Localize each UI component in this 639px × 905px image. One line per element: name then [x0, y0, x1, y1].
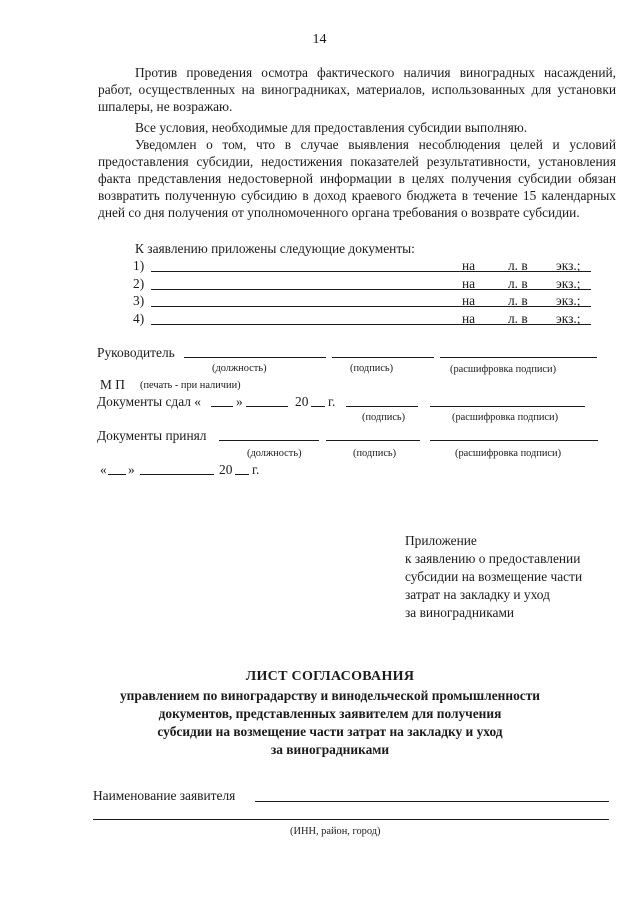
attached-documents-heading: К заявлению приложены следующие документы:	[135, 241, 415, 256]
appendix-line: к заявлению о предоставлении	[405, 551, 581, 566]
signature-caption: (подпись)	[350, 363, 394, 374]
position-caption: (должность)	[212, 363, 267, 374]
document-sheets-label: л. в	[508, 276, 528, 291]
received-year-prefix: 20	[219, 462, 233, 477]
document-copies-label: экз.;	[556, 293, 581, 308]
received-day-line[interactable]	[108, 474, 126, 475]
submitted-day-line[interactable]	[211, 406, 233, 407]
stamp-note: (печать - при наличии)	[140, 380, 241, 391]
document-copies-line[interactable]	[532, 324, 552, 325]
approval-subtitle-line: документов, представленных заявителем для получения	[158, 706, 502, 721]
approval-subtitle-line: за виноградниками	[270, 742, 390, 757]
document-row	[133, 257, 603, 274]
appendix-line: затрат на закладку и уход	[405, 587, 550, 602]
document-number: 2)	[133, 276, 145, 291]
position-caption: (должность)	[247, 448, 302, 459]
document-copies-label: экз.;	[556, 276, 581, 291]
appendix-line: субсидии на возмещение части	[405, 569, 583, 584]
document-sheets-label: л. в	[508, 293, 528, 308]
head-position-line[interactable]	[184, 357, 326, 358]
head-label: Руководитель	[97, 345, 175, 360]
document-copies-label: экз.;	[556, 311, 581, 326]
document-copies-label: экз.;	[556, 258, 581, 273]
signature-caption: (подпись)	[353, 448, 397, 459]
signature-caption: (подпись)	[362, 412, 406, 423]
document-number: 1)	[133, 258, 145, 273]
document-na: на	[462, 276, 476, 291]
document-sheets-line[interactable]	[482, 271, 504, 272]
document-row	[133, 275, 603, 292]
submitted-quote-close: »	[236, 394, 243, 409]
document-sheets-line[interactable]	[482, 289, 504, 290]
document-copies-line[interactable]	[532, 271, 552, 272]
document-sheets-label: л. в	[508, 311, 528, 326]
document-sheets-label: л. в	[508, 258, 528, 273]
received-label: Документы принял	[97, 428, 207, 443]
received-year-line[interactable]	[235, 474, 249, 475]
approval-subtitle-line: управлением по виноградарству и винодельческой промышленности	[119, 688, 541, 703]
stamp-label: М П	[100, 377, 125, 392]
appendix-line: Приложение	[405, 533, 477, 548]
applicant-name-line[interactable]	[255, 801, 609, 802]
submitted-decoding-line[interactable]	[430, 406, 585, 407]
received-signature-line[interactable]	[326, 440, 420, 441]
paragraph-conditions: Все условия, необходимые для предоставления субсидии выполняю.	[135, 120, 528, 135]
submitted-signature-line[interactable]	[346, 406, 418, 407]
received-position-line[interactable]	[219, 440, 319, 441]
document-na: на	[462, 258, 476, 273]
document-row	[133, 310, 603, 327]
approval-sheet-title: ЛИСТ СОГЛАСОВАНИЯ	[245, 669, 415, 684]
document-sheets-line[interactable]	[482, 306, 504, 307]
date-quote-close: »	[128, 462, 135, 477]
document-copies-line[interactable]	[532, 289, 552, 290]
appendix-header	[405, 532, 635, 622]
decoding-caption: (расшифровка подписи)	[450, 364, 557, 375]
submitted-label: Документы сдал «	[97, 394, 201, 409]
decoding-caption: (расшифровка подписи)	[452, 412, 559, 423]
document-na: на	[462, 293, 476, 308]
document-copies-line[interactable]	[532, 306, 552, 307]
applicant-caption: (ИНН, район, город)	[290, 826, 381, 837]
decoding-caption: (расшифровка подписи)	[455, 448, 562, 459]
received-decoding-line[interactable]	[430, 440, 598, 441]
head-decoding-line[interactable]	[440, 357, 597, 358]
date-quote-open: «	[100, 462, 107, 477]
appendix-line: за виноградниками	[405, 605, 515, 620]
submitted-year-suffix: г.	[328, 394, 336, 409]
document-number: 4)	[133, 311, 145, 326]
paragraph-no-objection: Против проведения осмотра фактического наличия виноградных насаждений, работ, осуществленных на виноградниках, материалов, использованных для установки шпалеры, не возражаю.	[98, 65, 616, 114]
head-signature-line[interactable]	[332, 357, 434, 358]
document-na: на	[462, 311, 476, 326]
submitted-year-line[interactable]	[311, 406, 325, 407]
submitted-month-line[interactable]	[246, 406, 288, 407]
received-month-line[interactable]	[140, 474, 214, 475]
document-sheets-line[interactable]	[482, 324, 504, 325]
page-number: 14	[312, 32, 327, 47]
document-number: 3)	[133, 293, 145, 308]
applicant-details-line[interactable]	[93, 819, 609, 820]
applicant-label: Наименование заявителя	[93, 788, 236, 803]
document-row	[133, 292, 603, 309]
received-year-suffix: г.	[252, 462, 260, 477]
paragraph-notification: Уведомлен о том, что в случае выявления несоблюдения целей и условий предоставления субсидии, недостижения показателей результативности, установления факта представления недостоверной информации в целях получения субсидии обязан возвратить полученную субсидию в доход краевого бюджета в течение 15 календарных дней со дня получения от уполномоченного органа требования о возврате субсидии.	[98, 137, 616, 220]
submitted-year-prefix: 20	[295, 394, 309, 409]
approval-subtitle-line: субсидии на возмещение части затрат на закладку и уход	[157, 724, 503, 739]
